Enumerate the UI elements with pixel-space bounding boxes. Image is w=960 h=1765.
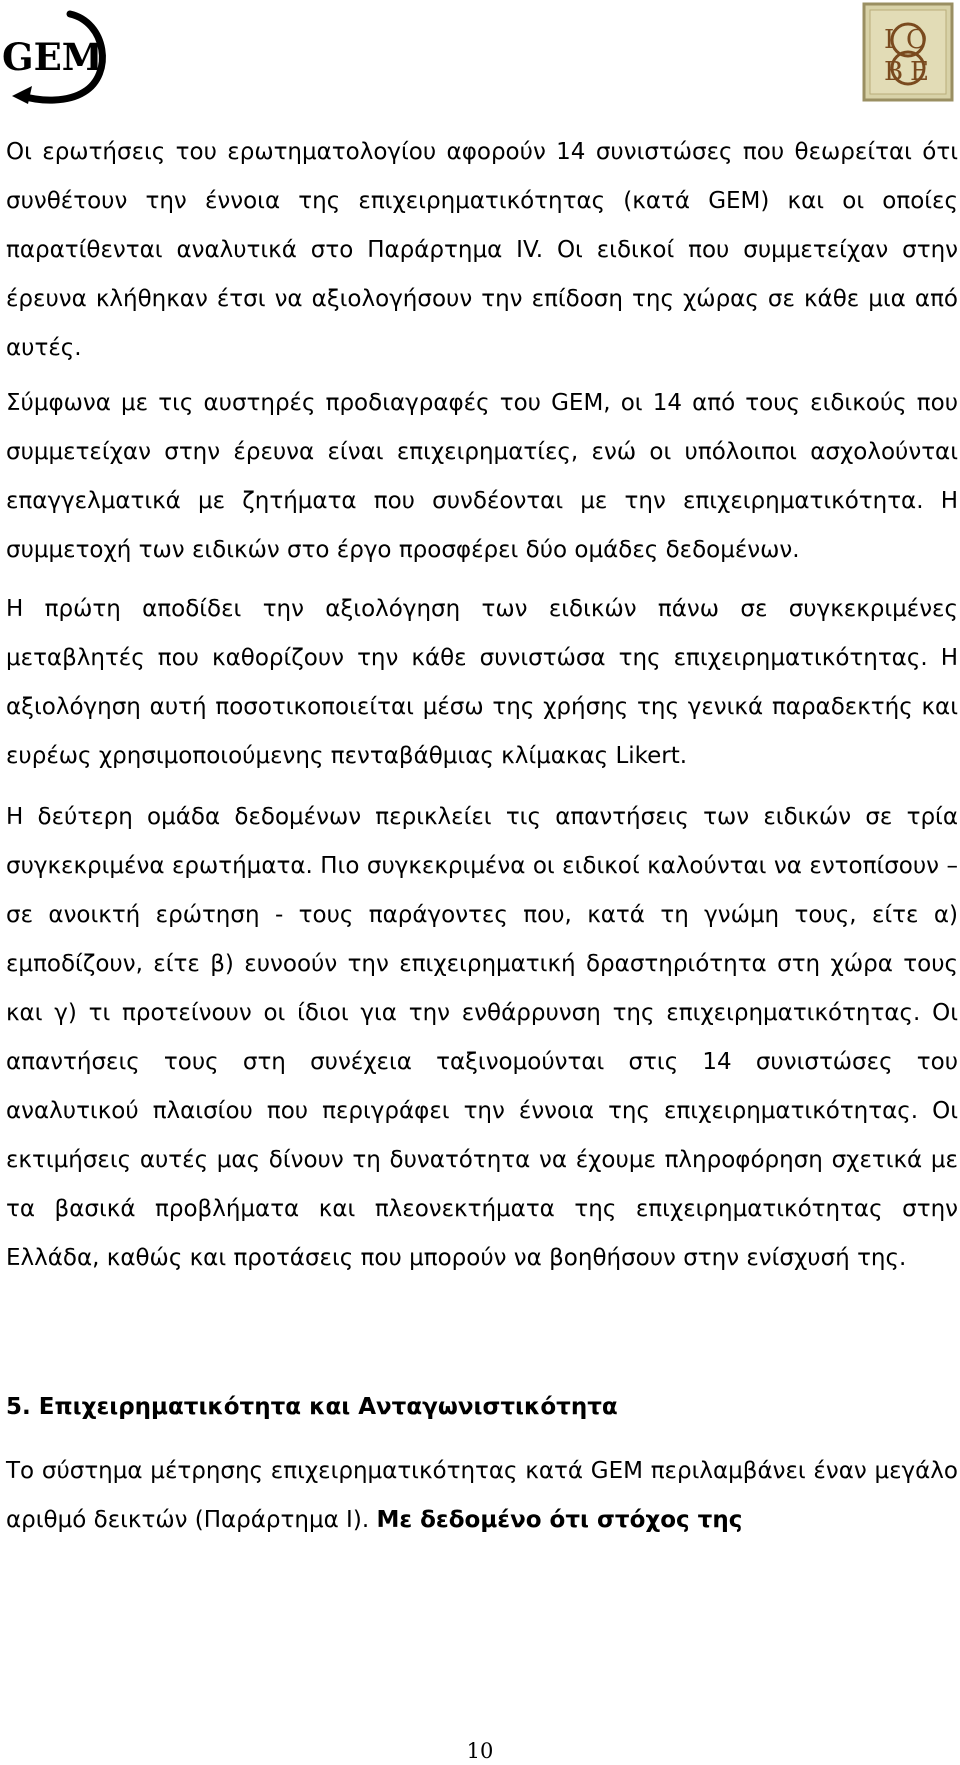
page-header [0,0,960,120]
paragraph-first-dataset: Η πρώτη αποδίδει την αξιολόγηση των ειδικών πάνω σε συγκεκριμένες μεταβλητές που καθορίζουν την κάθε συνιστώσα της επιχειρηματικότητας. Η αξιολόγηση αυτή ποσοτικοποιείται μέσω της χρήσης της γενικά παραδεκτής και ευρέως χρησιμοποιούμενης πενταβάθμιας κλίμακας Likert. [6,596,958,769]
page-number: 10 [466,1739,494,1763]
document-body [6,128,958,1545]
section-heading: 5. Επιχειρηματικότητα και Ανταγωνιστικότητα [6,1394,618,1420]
iobe-letter-iota: Ι [884,25,895,55]
paragraph-second-dataset: Η δεύτερη ομάδα δεδομένων περικλείει τις απαντήσεις των ειδικών σε τρία συγκεκριμένα ερωτήματα. Πιο συγκεκριμένα οι ειδικοί καλούνται να εντοπίσουν – σε ανοικτή ερώτηση - τους παράγοντες που, κατά τη γνώμη τους, είτε α) εμποδίζουν, είτε β) ευνοούν την επιχειρηματική δραστηριότητα στη χώρα τους και γ) τι προτείνουν οι ίδιοι για την ενθάρρυνση της επιχειρηματικότητας. Οι απαντήσεις τους στη συνέχεια ταξινομούνται στις 14 συνιστώσες του αναλυτικού πλαισίου που περιγράφει την έννοια της επιχειρηματικότητας. Οι εκτιμήσεις αυτές μας δίνουν τη δυνατότητα να έχουμε πληροφόρηση σχετικά με τα βασικά προβλήματα και πλεονεκτήματα της επιχειρηματικότητας στην Ελλάδα, καθώς και προτάσεις που μπορούν να βοηθήσουν στην ενίσχυσή της. [6,804,958,1271]
iobe-logo [862,2,954,102]
paragraph-questionnaire: Οι ερωτήσεις του ερωτηματολογίου αφορούν 14 συνιστώσες που θεωρείται ότι συνθέτουν την έννοια της επιχειρηματικότητας (κατά GEM) και οι οποίες παρατίθενται αναλυτικά στο Παράρτημα IV. Οι ειδικοί που συμμετείχαν στην έρευνα κλήθηκαν έτσι να αξιολογήσουν την επίδοση της χώρας σε κάθε μια από αυτές. [6,139,958,361]
paragraph-expert-profile: Σύμφωνα με τις αυστηρές προδιαγραφές του GEM, οι 14 από τους ειδικούς που συμμετείχαν στην έρευνα είναι επιχειρηματίες, ενώ οι υπόλοιποι ασχολούνται επαγγελματικά με ζητήματα που συνδέονται με την επιχειρηματικότητα. Η συμμετοχή των ειδικών στο έργο προσφέρει δύο ομάδες δεδομένων. [6,390,958,563]
iobe-letter-epsilon: Ε [910,57,929,87]
paragraph-measurement-text: Το σύστημα μέτρησης επιχειρηματικότητας κατά GEM περιλαμβάνει έναν μεγάλο αριθμό δεικτών (Παράρτημα Ι). [6,1458,958,1533]
iobe-letter-beta: Β [884,57,904,87]
paragraph-measurement-system [6,1447,958,1545]
gem-logo [2,6,114,106]
iobe-letter-omicron: Ο [906,25,928,55]
gem-logo-text: GEM [2,35,103,79]
paragraph-measurement-bold-text: Με δεδομένο ότι στόχος της [376,1507,743,1533]
